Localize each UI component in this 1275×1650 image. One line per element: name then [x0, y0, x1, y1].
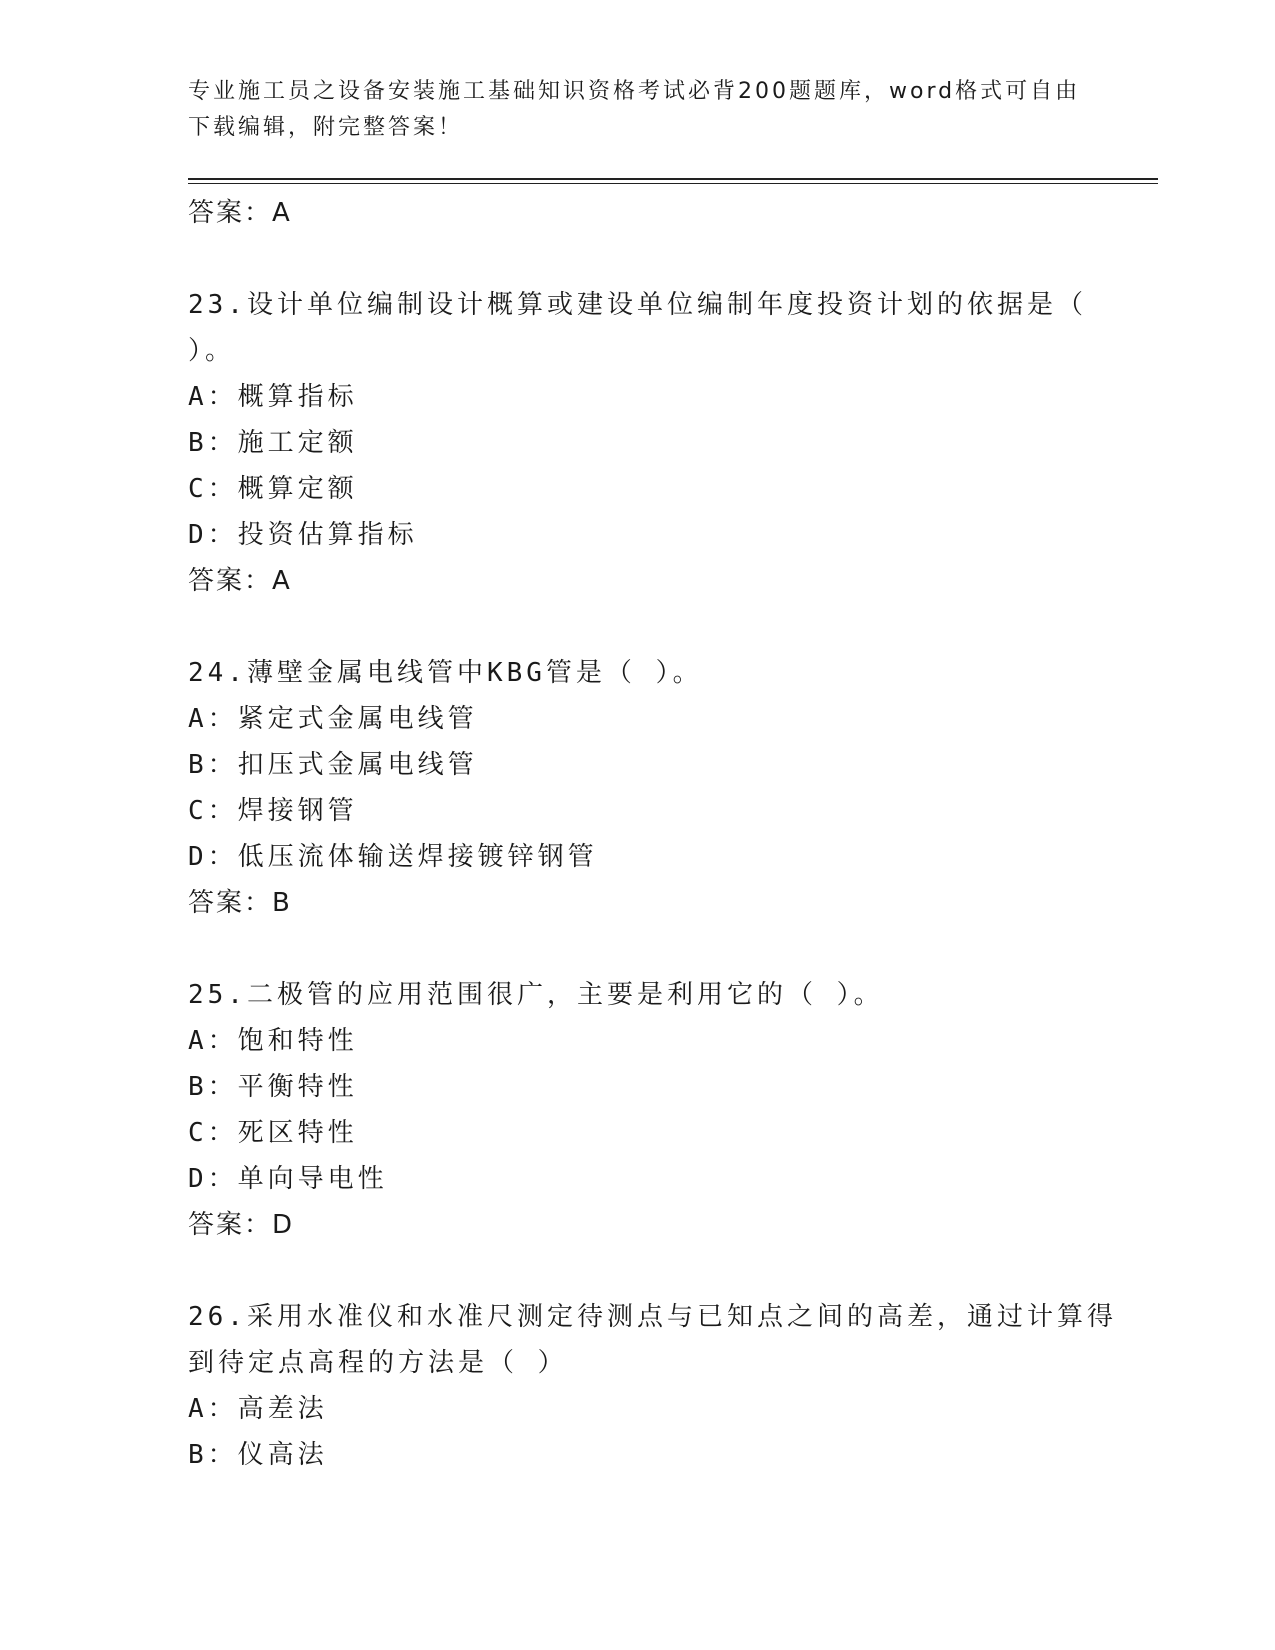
option-b: B：平衡特性	[188, 1072, 358, 1102]
answer-line: 答案：B	[188, 888, 292, 918]
option-a: A：饱和特性	[188, 1026, 358, 1056]
option-b: B：扣压式金属电线管	[188, 750, 478, 780]
answer-line: 答案：A	[188, 198, 292, 228]
option-a: A：紧定式金属电线管	[188, 704, 478, 734]
option-d: D：低压流体输送焊接镀锌钢管	[188, 842, 598, 872]
option-b: B：施工定额	[188, 428, 358, 458]
header-line-2: 下载编辑，附完整答案！	[188, 115, 464, 140]
spacer	[188, 926, 1148, 972]
question-stem: 26.采用水准仪和水准尺测定待测点与已知点之间的高差，通过计算得	[188, 1302, 1117, 1332]
spacer	[188, 604, 1148, 650]
question-stem-continued: ）。	[188, 336, 236, 366]
question-block	[188, 1294, 1148, 1478]
answer-line: 答案：D	[188, 1210, 295, 1240]
option-c: C：死区特性	[188, 1118, 358, 1148]
option-a: A：概算指标	[188, 382, 358, 412]
question-block	[188, 282, 1148, 604]
spacer	[188, 236, 1148, 282]
spacer	[188, 1248, 1148, 1294]
header-divider	[188, 178, 1158, 184]
question-stem-continued: 到待定点高程的方法是（ ）	[188, 1348, 568, 1378]
question-stem: 25.二极管的应用范围很广，主要是利用它的（ ）。	[188, 980, 884, 1010]
question-stem: 23.设计单位编制设计概算或建设单位编制年度投资计划的依据是（	[188, 290, 1087, 320]
option-d: D：投资估算指标	[188, 520, 418, 550]
question-block	[188, 972, 1148, 1248]
option-c: C：概算定额	[188, 474, 358, 504]
answer-line: 答案：A	[188, 566, 292, 596]
header-line-1: 专业施工员之设备安装施工基础知识资格考试必背200题题库，word格式可自由	[188, 79, 1081, 104]
document-header	[188, 74, 1088, 146]
option-b: B：仪高法	[188, 1440, 328, 1470]
question-stem: 24.薄壁金属电线管中KBG管是（ ）。	[188, 658, 703, 688]
question-block	[188, 650, 1148, 926]
option-c: C：焊接钢管	[188, 796, 358, 826]
option-d: D：单向导电性	[188, 1164, 388, 1194]
option-a: A：高差法	[188, 1394, 328, 1424]
question-list	[188, 190, 1148, 1478]
